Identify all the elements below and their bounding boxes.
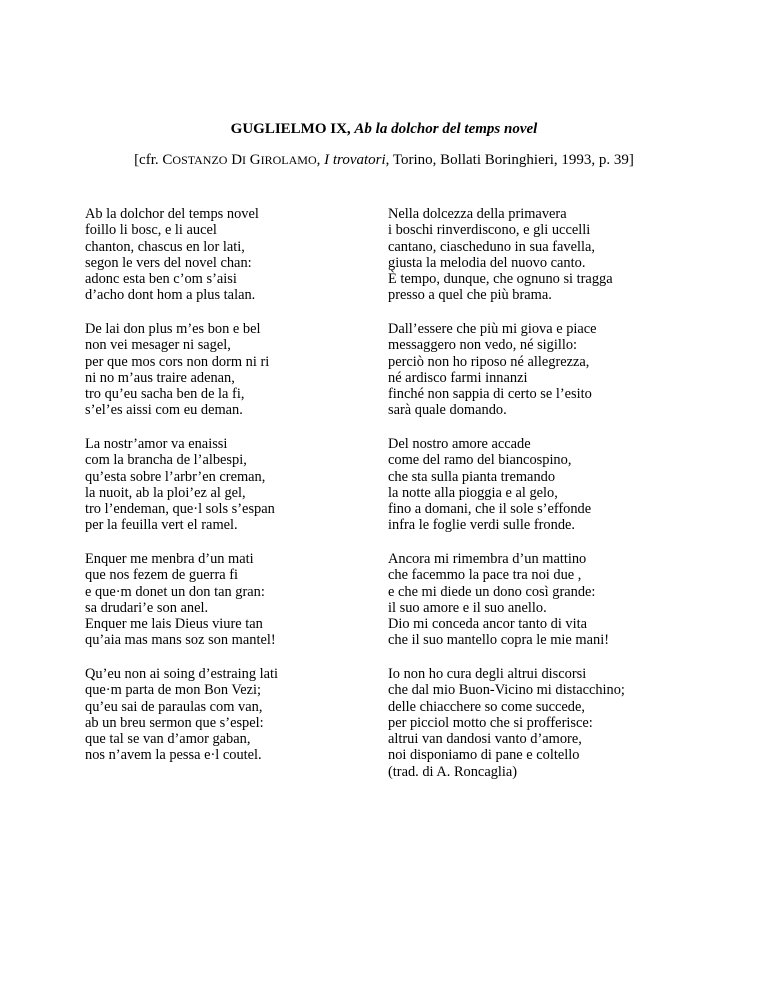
translation-line: cantano, ciascheduno in sua favella, [388,238,595,255]
verse-line: sa drudari’e son anel. [85,599,209,616]
verse-line: tro l’endeman, que·l sols s’espan [85,501,275,518]
translation-line: che sta sulla pianta tremando [388,468,556,485]
translation-line: finché non sappia di certo se l’esito [388,386,592,403]
translation-line: la notte alla pioggia e al gelo, [388,484,558,501]
document-title [0,120,768,138]
translator-credit: (trad. di A. Roncaglia) [388,763,518,780]
translation-stanza-2 [388,321,597,419]
verse-line: adonc esta ben c’om s’aisi [85,271,237,288]
citation-editor-initial-g: G [249,152,261,168]
verse-line: qu’esta sobre l’arbr’en creman, [85,468,266,485]
original-stanza-5 [85,666,278,764]
citation-editor-initial-c: C [162,152,173,168]
verse-line: Enquer me menbra d’un mati [85,551,254,567]
translation-line: altrui van dandosi vanto d’amore, [388,731,582,748]
translation-line: Dio mi conceda ancor tanto di vita [388,616,588,633]
title-author: GUGLIELMO IX, [230,121,351,137]
verse-line: foillo li bosc, e li aucel [85,222,217,239]
citation-editor-rest-g: IROLAMO [260,153,317,167]
verse-line: non vei mesager ni sagel, [85,337,231,354]
translation-line: È tempo, dunque, che ognuno si tragga [388,271,613,288]
verse-line: que nos fezem de guerra fi [85,567,239,584]
translation-line: Del nostro amore accade [388,436,531,452]
title-work: Ab la dolchor del temps novel [354,121,538,137]
citation-open: [cfr. [134,152,163,168]
verse-line: La nostr’amor va enaissi [85,436,228,452]
original-stanza-1 [85,206,259,304]
translation-line: Dall’essere che più mi giova e piace [388,321,597,337]
verse-line: Ab la dolchor del temps novel [85,206,259,222]
verse-line: Qu’eu non ai soing d’estraing lati [85,666,279,682]
translation-line: sarà quale domando. [388,402,507,419]
translation-stanza-4 [388,551,609,649]
translation-line: Ancora mi rimembra d’un mattino [388,551,587,567]
verse-line: per la feuilla vert el ramel. [85,517,238,534]
verse-line: d’acho dont hom a plus talan. [85,287,256,304]
translation-stanza-1 [388,206,613,304]
translation-line: giusta la melodia del nuovo canto. [388,254,586,271]
verse-line: que·m parta de mon Bon Vezi; [85,682,261,699]
verse-line: que tal se van d’amor gaban, [85,731,251,748]
translation-line: infra le foglie verdi sulle fronde. [388,517,576,534]
citation-book: I trovatori [324,152,386,168]
verse-line: la nuoit, ab la ploi’ez al gel, [85,484,246,501]
verse-line: Enquer me lais Dieus viure tan [85,616,263,633]
translation-line: Nella dolcezza della primavera [388,206,567,222]
translation-line: e che mi diede un dono così grande: [388,583,596,600]
verse-line: com la brancha de l’albespi, [85,452,247,469]
verse-line: tro qu’eu sacha ben de la fi, [85,386,245,403]
translation-line: che dal mio Buon-Vicino mi distacchino; [388,682,625,699]
verse-line: nos n’avem la pessa e·l coutel. [85,747,262,764]
translation-line: come del ramo del biancospino, [388,452,572,469]
citation [0,151,768,169]
translation-line: il suo amore e il suo anello. [388,599,547,616]
verse-line: e que·m donet un don tan gran: [85,583,265,600]
citation-sep: , [316,152,325,168]
original-stanza-3 [85,436,275,534]
translation-stanza-5 [388,666,625,780]
original-stanza-4 [85,551,276,649]
verse-line: per que mos cors non dorm ni ri [85,353,270,370]
translation-stanza-3 [388,436,591,534]
citation-editor-rest-d: I [242,153,247,167]
translation-line: che facemmo la pace tra noi due , [388,567,582,584]
verse-line: s’el’es aissi com eu deman. [85,402,243,419]
translation-line: messaggero non vedo, né sigillo: [388,337,578,354]
verse-line: segon le vers del novel chan: [85,254,252,271]
citation-rest: , Torino, Bollati Boringhieri, 1993, p. 39] [385,152,634,168]
verse-line: ni no m’aus traire adenan, [85,369,235,386]
translation-line: i boschi rinverdiscono, e gli uccelli [388,222,591,239]
original-stanza-2 [85,321,269,419]
translation-line: fino a domani, che il sole s’effonde [388,501,592,518]
verse-line: qu’aia mas mans soz son mantel! [85,632,276,649]
translation-line: Io non ho cura degli altrui discorsi [388,666,587,682]
verse-line: ab un breu sermon que s’espel: [85,714,264,731]
citation-editor-initial-d: D [231,152,243,168]
translation-line: che il suo mantello copra le mie mani! [388,632,609,649]
citation-editor-first-rest: OSTANZO [172,153,228,167]
translation-line: noi disponiamo di pane e coltello [388,747,580,764]
translation-line: perciò non ho riposo né allegrezza, [388,353,590,370]
verse-line: De lai don plus m’es bon e bel [85,321,261,337]
translation-line: delle chiacchere so come succede, [388,698,585,715]
verse-line: chanton, chascus en lor lati, [85,238,245,255]
translation-line: né ardisco farmi innanzi [388,369,528,386]
translation-line: presso a quel che più brama. [388,287,552,304]
translation-line: per picciol motto che si profferisce: [388,714,593,731]
verse-line: qu’eu sai de paraulas com van, [85,698,263,715]
